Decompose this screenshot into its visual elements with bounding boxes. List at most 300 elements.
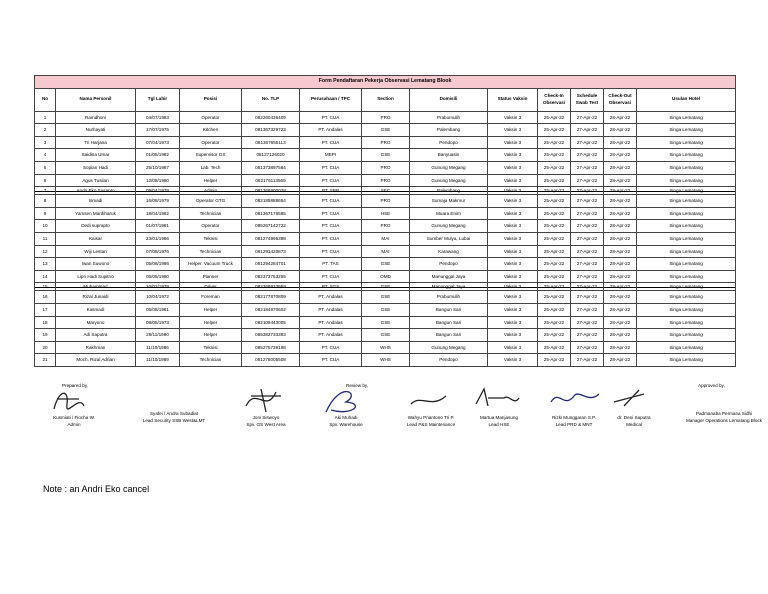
table-cell: 27-Apr-22 (571, 329, 604, 342)
signer-role: Lead HSE (488, 422, 510, 427)
table-cell: 082373753255 (242, 270, 300, 283)
table-cell: 17/07/1975 (136, 124, 180, 137)
table-cell: 11/10/1986 (136, 341, 180, 354)
table-row (35, 283, 736, 291)
table-cell: 4 (35, 149, 56, 162)
table-cell: Gunung Megang (410, 220, 488, 233)
table-cell: 25-Apr-22 (538, 195, 571, 208)
table-cell: 085275739198 (242, 341, 300, 354)
table-cell: Singa Lematang (637, 354, 736, 367)
table-cell: Manunggal Jaya (410, 270, 488, 283)
signature-block (226, 410, 306, 428)
table-cell: 081278005508 (242, 354, 300, 367)
table-cell: 21 (35, 354, 56, 367)
table-cell: Singa Lematang (637, 124, 736, 137)
table-cell: 25-Apr-22 (538, 149, 571, 162)
table-cell: 085267142722 (242, 220, 300, 233)
column-header: No (35, 88, 56, 111)
table-header-row (35, 88, 736, 111)
table-cell: 10 (35, 220, 56, 233)
table-cell: 25-Apr-22 (538, 124, 571, 137)
table-cell: 28-Apr-22 (604, 354, 637, 367)
table-cell: 25-Apr-22 (538, 111, 571, 124)
table-cell: 25-Apr-22 (538, 187, 571, 195)
table-cell: 27-Apr-22 (571, 258, 604, 271)
table-cell: 27-Apr-22 (571, 245, 604, 258)
column-header: Nama Personil (56, 88, 136, 111)
table-cell: Singa Lematang (637, 341, 736, 354)
table-cell: 25-Apr-22 (538, 258, 571, 271)
table-cell: 08127126020 (242, 149, 300, 162)
table-cell: 14 (35, 270, 56, 283)
table-cell: GSE (362, 283, 410, 291)
column-header: Posisi (180, 88, 242, 111)
table-cell: 07/04/1973 (136, 136, 180, 149)
table-cell: Technician (180, 207, 242, 220)
table-cell: Singa Lematang (637, 316, 736, 329)
signer-role: Lead P&S Maintenance (406, 422, 456, 427)
table-cell: Adi Saputra (56, 329, 136, 342)
table-row (35, 270, 736, 283)
table-cell: 11/10/1989 (136, 354, 180, 367)
table-cell: Singa Lematang (637, 291, 736, 304)
table-cell: 25-Apr-22 (538, 354, 571, 367)
table-cell: 28-Apr-22 (604, 341, 637, 354)
table-cell: PRO (362, 111, 410, 124)
table-cell: 28-Apr-22 (604, 149, 637, 162)
signer-role: Spv. GS West Area (246, 422, 286, 427)
table-cell: 18 (35, 316, 56, 329)
table-cell: Nurhayati (56, 124, 136, 137)
table-cell: 082184870602 (242, 303, 300, 316)
table-cell: 085382733393 (242, 329, 300, 342)
table-cell: Muhammad (56, 283, 136, 291)
table-cell: Banyuasin (410, 149, 488, 162)
table-cell: Vaksin 3 (488, 341, 538, 354)
table-cell: Karawang (410, 245, 488, 258)
table-row (35, 341, 736, 354)
signer-role: Lead PRD & MNT (555, 422, 593, 427)
table-row (35, 174, 736, 187)
signer-name: Martua Manjasung (479, 415, 519, 420)
table-cell: PRO (362, 161, 410, 174)
table-cell: 27-Apr-22 (571, 283, 604, 291)
table-cell: Sopian Hadi (56, 161, 136, 174)
table-row (35, 149, 736, 162)
table-cell: 15 (35, 283, 56, 291)
table-cell: 081367176565 (242, 207, 300, 220)
table-cell: Tri Harjana (56, 136, 136, 149)
table-cell: Kasmadi (56, 303, 136, 316)
table-cell: Teknisi (180, 341, 242, 354)
column-header: Tgl Lahir (136, 88, 180, 111)
signature-block (654, 410, 768, 424)
table-cell: Muara Enim (410, 207, 488, 220)
signature-area (34, 380, 763, 460)
table-cell: Maryono (56, 316, 136, 329)
table-cell: Vaksin 3 (488, 187, 538, 195)
table-cell: PT. CUA (300, 232, 362, 245)
table-row (35, 316, 736, 329)
column-header: Perusahaan / TPC (300, 88, 362, 111)
table-cell: 082185888654 (242, 195, 300, 208)
table-cell: 07/08/1976 (136, 245, 180, 258)
table-row (35, 220, 736, 233)
table-cell: Singa Lematang (637, 136, 736, 149)
table-cell: Sumaja Makmur (410, 195, 488, 208)
table-cell: 16/08/1979 (136, 195, 180, 208)
table-cell: 04/07/1983 (136, 111, 180, 124)
table-cell: Vaksin 3 (488, 149, 538, 162)
table-cell: PT. CUA (300, 354, 362, 367)
table-cell: 25-Apr-22 (538, 174, 571, 187)
table-cell: Prabumulih (410, 111, 488, 124)
table-cell: Vaksin 3 (488, 270, 538, 283)
table-cell: 27-Apr-22 (571, 270, 604, 283)
table-cell: 081367655113 (242, 136, 300, 149)
table-cell: 25-Apr-22 (538, 341, 571, 354)
table-cell: HSE (362, 207, 410, 220)
signature-block (464, 410, 534, 428)
table-cell: 29/11/1990 (136, 329, 180, 342)
table-cell: Wiji Lestari (56, 245, 136, 258)
table-cell: PT. CUA (300, 111, 362, 124)
table-cell: 27-Apr-22 (571, 232, 604, 245)
table-row (35, 124, 736, 137)
table-cell: 3 (35, 136, 56, 149)
table-cell: 01/05/1982 (136, 149, 180, 162)
table-cell: PT. CUA (300, 174, 362, 187)
table-cell: GSE (362, 258, 410, 271)
table-row (35, 161, 736, 174)
table-cell: 081373897564 (242, 161, 300, 174)
table-cell: GSE (362, 303, 410, 316)
table-cell: 9 (35, 207, 56, 220)
table-cell: 09/04/1979 (136, 187, 180, 195)
signer-name: Padmanaba Permana Sidhi (695, 411, 753, 416)
handwritten-signature (321, 384, 371, 414)
table-cell: Bangun Sari (410, 329, 488, 342)
table-cell: 25/10/1987 (136, 161, 180, 174)
table-cell: 28-Apr-22 (604, 195, 637, 208)
table-cell: 27-Apr-22 (571, 111, 604, 124)
table-cell: Helper (180, 174, 242, 187)
table-cell: 082109443005 (242, 316, 300, 329)
column-header: No. TLP (242, 88, 300, 111)
table-cell: 05/05/1980 (136, 270, 180, 283)
table-cell: Lab. Tech (180, 161, 242, 174)
table-cell: OMD (362, 270, 410, 283)
table-cell: 23/01/1986 (136, 232, 180, 245)
table-cell: Palembang (410, 187, 488, 195)
table-cell: PRO (362, 174, 410, 187)
table-cell: 25-Apr-22 (538, 232, 571, 245)
signer-name: Kusmiati / Fiocha W. (53, 415, 95, 420)
table-cell: 27-Apr-22 (571, 195, 604, 208)
table-row (35, 291, 736, 304)
table-cell: 01/07/1981 (136, 220, 180, 233)
table-cell: Supervisor GS (180, 149, 242, 162)
handwritten-signature (549, 384, 599, 414)
table-cell: 18/04/1982 (136, 207, 180, 220)
table-cell: PT. CUA (300, 195, 362, 208)
table-cell: Singa Lematang (637, 258, 736, 271)
table-cell: 27-Apr-22 (571, 136, 604, 149)
handwritten-signature (474, 384, 524, 414)
table-cell: Vaksin 3 (488, 195, 538, 208)
table-cell: Manunggal Jaya (410, 283, 488, 291)
table-cell: 6 (35, 174, 56, 187)
signer-role: Spv. Warehouse (329, 422, 363, 427)
table-cell: WHS (362, 354, 410, 367)
table-cell: 28-Apr-22 (604, 161, 637, 174)
table-cell: 27-Apr-22 (571, 316, 604, 329)
table-cell: Singa Lematang (637, 149, 736, 162)
table-cell: 16 (35, 291, 56, 304)
signer-name: Joni Siswoyo (252, 415, 280, 420)
table-cell: Singa Lematang (637, 220, 736, 233)
table-cell: Teknisi (180, 232, 242, 245)
table-cell: Vaksin 3 (488, 220, 538, 233)
table-cell: 08/05/1973 (136, 316, 180, 329)
table-cell: Vaksin 3 (488, 207, 538, 220)
table-cell: Operator (180, 220, 242, 233)
table-cell: PT. CUA (300, 270, 362, 283)
table-cell: 1 (35, 111, 56, 124)
column-header: Check-Out Observasi (604, 88, 637, 111)
signer-name: Syafei / Andra Subadiat (149, 411, 198, 416)
table-cell: 25-Apr-22 (538, 161, 571, 174)
table-cell: GSE (362, 291, 410, 304)
table-cell: Technician (180, 354, 242, 367)
table-cell: Vaksin 3 (488, 258, 538, 271)
table-cell: 28-Apr-22 (604, 258, 637, 271)
table-cell: Operator GTG (180, 195, 242, 208)
table-cell: Yamsen Mardiharuk (56, 207, 136, 220)
table-cell: 20 (35, 341, 56, 354)
table-cell: Helper (180, 303, 242, 316)
table-cell: 27-Apr-22 (571, 207, 604, 220)
table-cell: Foreman (180, 291, 242, 304)
table-cell: Vaksin 3 (488, 316, 538, 329)
table-cell: Vaksin 3 (488, 303, 538, 316)
table-cell: 19 (35, 329, 56, 342)
table-cell: 25-Apr-22 (538, 316, 571, 329)
table-cell: Singa Lematang (637, 283, 736, 291)
table-cell: 25-Apr-22 (538, 220, 571, 233)
signature-block (124, 410, 224, 424)
table-cell: PRO (362, 220, 410, 233)
handwritten-signature (49, 384, 99, 414)
table-cell: Singa Lematang (637, 187, 736, 195)
table-cell: PT. CUA (300, 245, 362, 258)
table-cell: 25-Apr-22 (538, 291, 571, 304)
table-row (35, 207, 736, 220)
column-header: Status Vaksin (488, 88, 538, 111)
table-cell: 05/08/1986 (136, 258, 180, 271)
column-header: Usulan Hotel (637, 88, 736, 111)
table-cell: MAI (362, 245, 410, 258)
table-cell: PT. Andalas (300, 291, 362, 304)
table-cell: Singa Lematang (637, 195, 736, 208)
table-cell: 081294284701 (242, 258, 300, 271)
table-cell: Vaksin 3 (488, 111, 538, 124)
table-cell: 27-Apr-22 (571, 187, 604, 195)
table-cell: 28-Apr-22 (604, 283, 637, 291)
table-cell: Gunung Megang (410, 161, 488, 174)
table-cell: 28-Apr-22 (604, 232, 637, 245)
table-cell: Agus Tusilan (56, 174, 136, 187)
signature-block (34, 410, 114, 428)
table-cell: MAI (362, 232, 410, 245)
table-cell: Singa Lematang (637, 207, 736, 220)
table-cell: MEPI (300, 149, 362, 162)
table-row (35, 245, 736, 258)
table-cell: PRO (362, 136, 410, 149)
table-cell: 28-Apr-22 (604, 174, 637, 187)
table-cell: 27-Apr-22 (571, 220, 604, 233)
table-cell: Singa Lematang (637, 161, 736, 174)
signer-name: Wahyu Priantono Tri P. (407, 415, 455, 420)
table-cell: 8 (35, 195, 56, 208)
table-cell: 27-Apr-22 (571, 341, 604, 354)
column-header: Schedule Swab Test (571, 88, 604, 111)
table-cell: Vaksin 3 (488, 136, 538, 149)
table-cell: Sumber Mulya, Lubai (410, 232, 488, 245)
table-cell: 28-Apr-22 (604, 291, 637, 304)
table-cell: Rakhman (56, 341, 136, 354)
table-cell: 081368800028 (242, 187, 300, 195)
signer-name: Aki Muhadi (334, 415, 358, 420)
column-header: Check-In Observasi (538, 88, 571, 111)
table-cell: 28-Apr-22 (604, 316, 637, 329)
table-cell: 27-Apr-22 (571, 303, 604, 316)
table-cell: 27-Apr-22 (571, 124, 604, 137)
table-cell: 27-Apr-22 (571, 291, 604, 304)
table-cell: 27-Apr-22 (571, 149, 604, 162)
signer-role: Admin (67, 422, 81, 427)
table-cell: 082260436409 (242, 111, 300, 124)
table-cell: Bangun Sari (410, 316, 488, 329)
table-cell: 27-Apr-22 (571, 161, 604, 174)
signer-name: Rizki Munggaran S.P. (552, 415, 596, 420)
table-cell: Driver (180, 283, 242, 291)
table-cell: Singa Lematang (637, 232, 736, 245)
table-cell: Helper (180, 329, 242, 342)
table-cell: Singa Lematang (637, 245, 736, 258)
table-cell: 28-Apr-22 (604, 111, 637, 124)
table-cell: Ismadi (56, 195, 136, 208)
table-cell: 27-Apr-22 (571, 174, 604, 187)
table-cell: PT. CUA (300, 341, 362, 354)
table-cell: 25-Apr-22 (538, 136, 571, 149)
table-cell: 28-Apr-22 (604, 187, 637, 195)
table-cell: 25-Apr-22 (538, 329, 571, 342)
table-cell: Gunung Megang (410, 341, 488, 354)
table-cell: 25-Apr-22 (538, 270, 571, 283)
table-cell: Helper. Vacuum Truck (180, 258, 242, 271)
table-cell: Vaksin 3 (488, 283, 538, 291)
table-cell: 11 (35, 232, 56, 245)
table-cell: 05/08/1981 (136, 303, 180, 316)
table-cell: PT. Andalas (300, 124, 362, 137)
table-cell: Singa Lematang (637, 303, 736, 316)
signer-role: Manager Operations Lematang Block (685, 418, 763, 423)
table-cell: PT. Andalas (300, 329, 362, 342)
table-cell: WHS (362, 341, 410, 354)
table-cell: Rizal Junaidi (56, 291, 136, 304)
table-cell: Pendopo (410, 258, 488, 271)
table-cell: 28-Apr-22 (604, 270, 637, 283)
table-cell: Kaisar (56, 232, 136, 245)
table-row (35, 232, 736, 245)
table-row (35, 111, 736, 124)
table-row (35, 136, 736, 149)
table-cell: 28-Apr-22 (604, 207, 637, 220)
table-cell: Kitchen (180, 124, 242, 137)
table-cell: 27-Apr-22 (571, 354, 604, 367)
table-cell: Admin (180, 187, 242, 195)
table-cell: 082177870809 (242, 291, 300, 304)
table-cell: Helper (180, 316, 242, 329)
table-cell: Bangun Sari (410, 303, 488, 316)
table-cell: Prabumulih (410, 291, 488, 304)
table-cell: Singa Lematang (637, 329, 736, 342)
handwritten-signature (609, 384, 659, 414)
table-cell: Pendopo (410, 354, 488, 367)
table-cell: Singa Lematang (637, 111, 736, 124)
table-cell: 7 (35, 187, 56, 195)
table-cell: PT. CUA (300, 161, 362, 174)
table-cell: Iwan Suwono (56, 258, 136, 271)
table-cell: 081274995398 (242, 232, 300, 245)
signer-role: Lead Security SSB West&LMT (142, 418, 206, 423)
table-cell: PT. CUA (300, 136, 362, 149)
table-cell: Technician (180, 245, 242, 258)
table-cell: Vaksin 3 (488, 354, 538, 367)
table-cell: 28-Apr-22 (604, 124, 637, 137)
table-cell: 10/02/1979 (136, 283, 180, 291)
table-cell: 25-Apr-22 (538, 207, 571, 220)
table-cell: Vaksin 3 (488, 245, 538, 258)
review-by-label: Review by, (346, 383, 369, 388)
table-cell: Palembang (410, 124, 488, 137)
table-cell: Operator (180, 136, 242, 149)
table-cell: Moch. Rizal Adrian (56, 354, 136, 367)
handwritten-signature (406, 384, 456, 414)
table-cell: PRO (362, 195, 410, 208)
table-cell: Vaksin 3 (488, 232, 538, 245)
table-row (35, 195, 736, 208)
table-cell: PT. Andalas (300, 303, 362, 316)
table-cell: Gunung Megang (410, 174, 488, 187)
table-row (35, 329, 736, 342)
table-cell: 082176113569 (242, 174, 300, 187)
table-cell: 28-Apr-22 (604, 329, 637, 342)
table-cell: 12/08/1980 (136, 174, 180, 187)
table-cell: Dedi suprapto (56, 220, 136, 233)
table-cell: Vaksin 3 (488, 329, 538, 342)
approved-by-label: Approved by, (698, 383, 725, 388)
table-row (35, 354, 736, 367)
form-title: Form Pendaftaran Pekerja Observasi Lematang Blook (35, 76, 736, 89)
table-body (35, 111, 736, 366)
table-cell: 25-Apr-22 (538, 303, 571, 316)
table-cell: Operator (180, 111, 242, 124)
table-cell: Vaksin 3 (488, 291, 538, 304)
table-cell: 12 (35, 245, 56, 258)
cancel-note: Note : an Andri Eko cancel (43, 484, 150, 494)
